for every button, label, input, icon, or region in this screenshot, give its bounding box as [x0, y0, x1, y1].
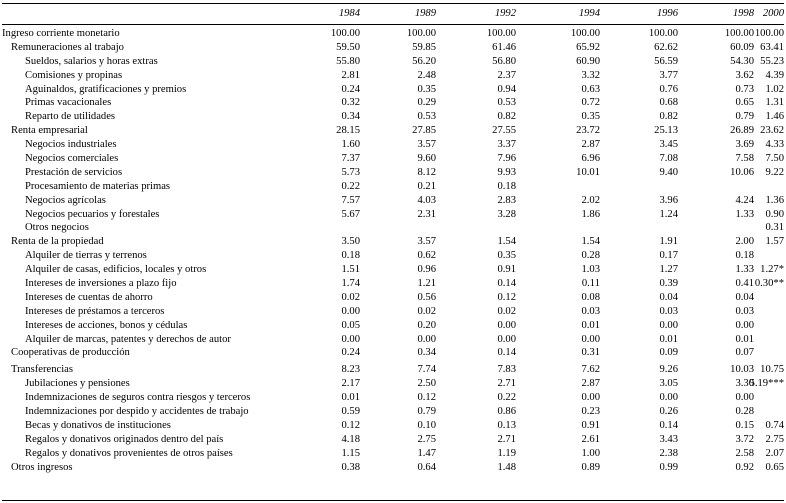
cell-value: 1.54 [497, 236, 516, 248]
cell-value: 55.23 [760, 55, 784, 67]
cell-value: 0.86 [497, 406, 516, 418]
cell-value: 0.01 [341, 392, 360, 404]
cell-value: 10.03 [730, 364, 754, 376]
table-row [2, 263, 784, 277]
table-row [2, 447, 784, 461]
cell-value: 62.62 [654, 41, 678, 53]
cell-value: 0.53 [497, 97, 516, 109]
cell-value: 0.35 [497, 250, 516, 262]
cell-value: 0.14 [497, 347, 516, 359]
row-label: Cooperativas de producción [11, 347, 130, 359]
cell-value: 28.15 [336, 125, 360, 137]
cell-value: 27.55 [492, 125, 516, 137]
cell-value: 2.37 [497, 69, 516, 81]
cell-value: 27.85 [412, 125, 436, 137]
cell-value: 0.03 [581, 305, 600, 317]
cell-value: 1.74 [341, 278, 360, 290]
year-header: 1998 [732, 8, 754, 19]
cell-value: 1.47 [417, 447, 436, 459]
row-label: Comisiones y propinas [25, 69, 123, 81]
cell-value: 2.02 [581, 194, 600, 206]
cell-value: 3.50 [341, 236, 360, 248]
cell-value: 0.00 [417, 333, 436, 345]
cell-value: 0.12 [417, 392, 436, 404]
cell-value: 2.71 [497, 378, 516, 390]
table-row [2, 41, 784, 55]
cell-value: 56.20 [412, 55, 436, 67]
row-label: Alquiler de tierras y terrenos [25, 250, 147, 262]
row-label: Renta de la propiedad [11, 236, 104, 248]
cell-value: 0.23 [581, 406, 600, 418]
cell-value: 54.30 [730, 55, 754, 67]
cell-value: 0.11 [581, 278, 600, 290]
cell-value: 0.20 [417, 319, 436, 331]
cell-value: 10.06 [730, 166, 754, 178]
cell-value: 1.33 [735, 264, 754, 276]
cell-value: 0.34 [417, 347, 436, 359]
year-header: 2000 [762, 8, 784, 19]
cell-value: 25.13 [654, 125, 678, 137]
cell-value: 0.30** [754, 278, 784, 290]
row-label: Alquiler de marcas, patentes y derechos de autor [25, 333, 231, 345]
cell-value: 23.62 [760, 125, 784, 137]
cell-value: 1.00 [581, 447, 600, 459]
cell-value: 100.00 [648, 28, 678, 39]
cell-value: 2.31 [417, 208, 436, 220]
cell-value: 1.31 [765, 97, 784, 109]
row-label: Alquiler de casas, edificios, locales y otros [25, 264, 207, 276]
cell-value: 0.13 [497, 419, 516, 431]
row-label: Jubilaciones y pensiones [25, 378, 130, 390]
cell-value: 0.12 [497, 291, 516, 303]
cell-value: 1.27* [760, 264, 784, 276]
table-row [2, 221, 784, 235]
cell-value: 0.00 [497, 319, 516, 331]
cell-value: 1.21 [417, 278, 436, 290]
cell-value: 1.33 [735, 208, 754, 220]
table-row [2, 461, 784, 475]
cell-value: 4.18 [341, 433, 360, 445]
row-label: Procesamiento de materias primas [25, 180, 171, 192]
cell-value: 0.35 [417, 83, 436, 95]
cell-value: 2.17 [341, 378, 360, 390]
row-label: Intereses de préstamos a terceros [25, 305, 165, 317]
table-row [2, 110, 784, 124]
cell-value: 3.45 [659, 139, 678, 151]
cell-value: 0.00 [581, 392, 600, 404]
table-row [2, 27, 784, 41]
cell-value: 3.05 [659, 378, 678, 390]
table-row [2, 96, 784, 110]
cell-value: 0.89 [581, 461, 600, 473]
cell-value: 1.36 [765, 194, 784, 206]
cell-value: 3.72 [735, 433, 754, 445]
cell-value: 60.09 [730, 41, 754, 53]
cell-value: 0.18 [341, 250, 360, 262]
cell-value: 100.00 [754, 28, 784, 39]
year-header: 1994 [578, 8, 600, 19]
cell-value: 3.69 [735, 139, 754, 151]
cell-value: 7.62 [581, 364, 600, 376]
year-header: 1992 [494, 8, 516, 19]
cell-value: 0.79 [735, 111, 754, 123]
year-header: 1984 [338, 8, 360, 19]
cell-value: 0.24 [341, 83, 360, 95]
cell-value: 0.28 [581, 250, 600, 262]
cell-value: 1.46 [765, 111, 784, 123]
cell-value: 100.00 [486, 28, 516, 39]
cell-value: 2.75 [765, 433, 784, 445]
cell-value: 0.53 [417, 111, 436, 123]
cell-value: 0.65 [735, 97, 754, 109]
cell-value: 0.62 [417, 250, 436, 262]
cell-value: 0.94 [497, 83, 516, 95]
cell-value: 4.03 [417, 194, 436, 206]
row-label: Transferencias [11, 364, 73, 376]
cell-value: 0.02 [341, 291, 360, 303]
row-label: Otros ingresos [11, 461, 73, 473]
table-row [2, 235, 784, 249]
cell-value: 0.90 [765, 208, 784, 220]
cell-value: 3.57 [417, 139, 436, 151]
cell-value: 0.32 [341, 97, 360, 109]
cell-value: 0.14 [497, 278, 516, 290]
cell-value: 0.31 [765, 222, 784, 234]
table-row [2, 405, 784, 419]
row-label: Negocios comerciales [25, 153, 119, 165]
cell-value: 0.09 [659, 347, 678, 359]
cell-value: 0.22 [497, 392, 516, 404]
cell-value: 0.59 [341, 406, 360, 418]
cell-value: 1.24 [659, 208, 678, 220]
cell-value: 2.61 [581, 433, 600, 445]
row-label: Primas vacacionales [25, 97, 112, 109]
row-label: Negocios industriales [25, 139, 117, 151]
cell-value: 3.62 [735, 69, 754, 81]
cell-value: 23.72 [576, 125, 600, 137]
cell-value: 100.00 [570, 28, 600, 39]
row-label: Negocios pecuarios y forestales [25, 208, 160, 220]
cell-value: 1.54 [581, 236, 600, 248]
cell-value: 5.73 [341, 166, 360, 178]
cell-value: 0.34 [341, 111, 360, 123]
cell-value: 3.28 [497, 208, 516, 220]
cell-value: 2.48 [417, 69, 436, 81]
row-label: Intereses de inversiones a plazo fijo [25, 278, 177, 290]
cell-value: 9.60 [417, 153, 436, 165]
cell-value: 0.38 [341, 461, 360, 473]
table-header [2, 6, 784, 22]
cell-value: 0.03 [659, 305, 678, 317]
cell-value: 2.58 [735, 447, 754, 459]
table-row [2, 305, 784, 319]
cell-value: 8.23 [341, 364, 360, 376]
cell-value: 0.74 [765, 419, 784, 431]
cell-value: 0.76 [659, 83, 678, 95]
table-row [2, 152, 784, 166]
cell-value: 2.38 [659, 447, 678, 459]
table-row [2, 433, 784, 447]
cell-value: 56.59 [654, 55, 678, 67]
row-label: Remuneraciones al trabajo [11, 41, 124, 53]
cell-value: 65.92 [576, 41, 600, 53]
table-row [2, 419, 784, 433]
cell-value: 9.93 [497, 166, 516, 178]
table-row [2, 55, 784, 69]
cell-value: 0.65 [765, 461, 784, 473]
cell-value: 7.08 [659, 153, 678, 165]
cell-value: 8.12 [417, 166, 436, 178]
cell-value: 56.80 [492, 55, 516, 67]
cell-value: 100.00 [724, 28, 754, 39]
cell-value: 0.00 [735, 319, 754, 331]
cell-value: 60.90 [576, 55, 600, 67]
cell-value: 3.32 [581, 69, 600, 81]
cell-value: 2.71 [497, 433, 516, 445]
cell-value: 9.22 [765, 166, 784, 178]
cell-value: 3.96 [659, 194, 678, 206]
cell-value: 0.21 [417, 180, 436, 192]
table-row [2, 319, 784, 333]
cell-value: 0.22 [341, 180, 360, 192]
cell-value: 7.58 [735, 153, 754, 165]
cell-value: 0.02 [417, 305, 436, 317]
row-label: Indemnizaciones por despido y accidentes de trabajo [25, 406, 249, 418]
cell-value: 2.07 [765, 447, 784, 459]
table-row [2, 377, 784, 391]
cell-value: 0.00 [341, 305, 360, 317]
cell-value: 7.37 [341, 153, 360, 165]
row-label: Renta empresarial [11, 125, 88, 137]
cell-value: 7.96 [497, 153, 516, 165]
cell-value: 0.01 [659, 333, 678, 345]
cell-value: 0.24 [341, 347, 360, 359]
table-row [2, 138, 784, 152]
cell-value: 2.87 [581, 378, 600, 390]
cell-value: 0.99 [659, 461, 678, 473]
cell-value: 0.35 [581, 111, 600, 123]
table-row [2, 194, 784, 208]
cell-value: 0.12 [341, 419, 360, 431]
row-label: Ingreso corriente monetario [2, 28, 120, 39]
cell-value: 0.01 [581, 319, 600, 331]
cell-value: 7.74 [417, 364, 436, 376]
cell-value: 0.07 [735, 347, 754, 359]
cell-value: 1.48 [497, 461, 516, 473]
cell-value: 1.60 [341, 139, 360, 151]
table-row [2, 249, 784, 263]
cell-value: 2.83 [497, 194, 516, 206]
table-row [2, 69, 784, 83]
row-label: Intereses de cuentas de ahorro [25, 291, 153, 303]
cell-value: 4.39 [765, 69, 784, 81]
table-row [2, 391, 784, 405]
cell-value: 0.03 [735, 305, 754, 317]
cell-value: 0.00 [497, 333, 516, 345]
cell-value: 100.00 [330, 28, 360, 39]
cell-value: 1.15 [341, 447, 360, 459]
cell-value: 0.31 [581, 347, 600, 359]
cell-value: 3.57 [417, 236, 436, 248]
cell-value: 0.64 [417, 461, 436, 473]
cell-value: 0.82 [497, 111, 516, 123]
cell-value: 0.00 [659, 392, 678, 404]
cell-value: 5.67 [341, 208, 360, 220]
cell-value: 2.50 [417, 378, 436, 390]
cell-value: 10.01 [576, 166, 600, 178]
cell-value: 1.86 [581, 208, 600, 220]
cell-value: 0.00 [735, 392, 754, 404]
cell-value: 0.28 [735, 406, 754, 418]
cell-value: 9.26 [659, 364, 678, 376]
table-top-rule [2, 3, 784, 4]
cell-value: 0.04 [659, 291, 678, 303]
cell-value: 1.27 [659, 264, 678, 276]
row-label: Otros negocios [25, 222, 89, 234]
cell-value: 7.50 [765, 153, 784, 165]
cell-value: 0.73 [735, 83, 754, 95]
cell-value: 6.96 [581, 153, 600, 165]
table-row [2, 363, 784, 377]
table-bottom-rule [2, 500, 784, 501]
cell-value: 0.91 [497, 264, 516, 276]
cell-value: 7.57 [341, 194, 360, 206]
cell-value: 0.41 [735, 278, 754, 290]
table-row [2, 166, 784, 180]
cell-value: 10.75 [760, 364, 784, 376]
cell-value: 0.00 [581, 333, 600, 345]
cell-value: 59.50 [336, 41, 360, 53]
cell-value: 1.19 [497, 447, 516, 459]
cell-value: 2.75 [417, 433, 436, 445]
cell-value: 2.87 [581, 139, 600, 151]
cell-value: 9.40 [659, 166, 678, 178]
cell-value: 0.14 [659, 419, 678, 431]
cell-value: 0.91 [581, 419, 600, 431]
cell-value: 0.10 [417, 419, 436, 431]
cell-value: 0.18 [497, 180, 516, 192]
cell-value: 0.15 [735, 419, 754, 431]
year-header: 1996 [656, 8, 678, 19]
cell-value: 0.04 [735, 291, 754, 303]
cell-value: 0.72 [581, 97, 600, 109]
table-row [2, 291, 784, 305]
table-row [2, 333, 784, 347]
table-row [2, 124, 784, 138]
cell-value: 0.82 [659, 111, 678, 123]
year-header: 1989 [414, 8, 436, 19]
cell-value: 0.96 [417, 264, 436, 276]
cell-value: 5.19*** [749, 378, 784, 390]
cell-value: 0.18 [735, 250, 754, 262]
cell-value: 0.56 [417, 291, 436, 303]
row-label: Negocios agrícolas [25, 194, 106, 206]
row-label: Regalos y donativos originados dentro del país [25, 433, 224, 445]
table-row [2, 180, 784, 194]
cell-value: 2.00 [735, 236, 754, 248]
row-label: Becas y donativos de instituciones [25, 419, 171, 431]
cell-value: 4.33 [765, 139, 784, 151]
cell-value: 4.24 [735, 194, 754, 206]
cell-value: 0.08 [581, 291, 600, 303]
cell-value: 0.01 [735, 333, 754, 345]
row-label: Regalos y donativos provenientes de otros países [25, 447, 233, 459]
cell-value: 26.89 [730, 125, 754, 137]
cell-value: 1.51 [341, 264, 360, 276]
cell-value: 1.03 [581, 264, 600, 276]
cell-value: 7.83 [497, 364, 516, 376]
cell-value: 63.41 [760, 41, 784, 53]
cell-value: 2.81 [341, 69, 360, 81]
cell-value: 0.92 [735, 461, 754, 473]
cell-value: 0.68 [659, 97, 678, 109]
cell-value: 59.85 [412, 41, 436, 53]
row-label: Indemnizaciones de seguros contra riesgos y terceros [25, 392, 251, 404]
cell-value: 1.02 [765, 83, 784, 95]
table-body [2, 27, 784, 475]
cell-value: 3.37 [497, 139, 516, 151]
cell-value: 61.46 [492, 41, 516, 53]
cell-value: 100.00 [406, 28, 436, 39]
cell-value: 0.17 [659, 250, 678, 262]
cell-value: 3.77 [659, 69, 678, 81]
cell-value: 0.39 [659, 278, 678, 290]
cell-value: 0.79 [417, 406, 436, 418]
cell-value: 3.30 [735, 378, 754, 390]
cell-value: 0.02 [497, 305, 516, 317]
cell-value: 3.43 [659, 433, 678, 445]
cell-value: 0.00 [341, 333, 360, 345]
table-row [2, 208, 784, 222]
row-label: Prestación de servicios [25, 166, 123, 178]
cell-value: 55.80 [336, 55, 360, 67]
cell-value: 0.26 [659, 406, 678, 418]
table-row [2, 277, 784, 291]
cell-value: 0.05 [341, 319, 360, 331]
cell-value: 1.91 [659, 236, 678, 248]
row-label: Reparto de utilidades [25, 111, 116, 123]
cell-value: 0.29 [417, 97, 436, 109]
cell-value: 1.57 [765, 236, 784, 248]
cell-value: 0.63 [581, 83, 600, 95]
table-row [2, 83, 784, 97]
header-rule [2, 24, 784, 25]
row-label: Aguinaldos, gratificaciones y premios [25, 83, 187, 95]
row-label: Sueldos, salarios y horas extras [25, 55, 158, 67]
table-row [2, 346, 784, 360]
cell-value: 0.00 [659, 319, 678, 331]
row-label: Intereses de acciones, bonos y cédulas [25, 319, 188, 331]
